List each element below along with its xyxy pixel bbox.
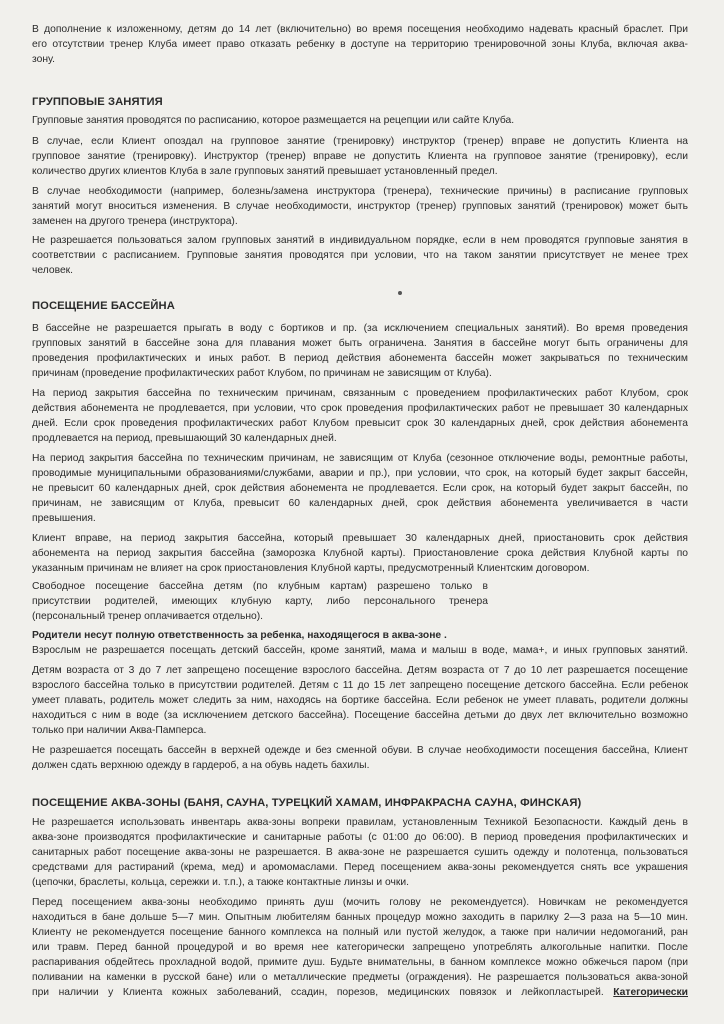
aqua-text-line: (цепочки, браслеты, кольца, сережки и. т.п.), а также контактные линзы и очки. bbox=[32, 877, 409, 888]
aqua-text-line: поливании на каменки в русской бане) или о металлические предметы (ограждения). Не разрешается пользоваться аква-зоной bbox=[32, 972, 688, 983]
group-text-line: соответствии с расписанием. Групповые занятия проводятся при условии, что на таком занятии присутствует не менее трех bbox=[32, 250, 688, 261]
group-text-line: занятий могут вноситься изменения. В случае необходимости, инструктор (тренер) групповых занятий (тренировок) может быть bbox=[32, 201, 688, 212]
pool-text-line: должен сдать верхнюю одежду в гардероб, а на обувь надеть бахилы. bbox=[32, 760, 370, 771]
pool-text-line: умеет плавать, родитель может следить за ним, находясь на бортике бассейна. Если ребенок не умеет плавать, родители должны bbox=[32, 695, 688, 706]
pool-text-line: дней. Если срок проведения профилактических работ Клубом превысит срок 30 календарных дней, срок действия абонемента bbox=[32, 418, 688, 429]
pool-text-line: Детям возраста от 3 до 7 лет запрещено посещение взрослого бассейна. Детям возраста от 7 до 10 лет разрешается посещение bbox=[32, 665, 688, 676]
group-text-line: человек. bbox=[32, 265, 74, 276]
aqua-zone-heading: ПОСЕЩЕНИЕ АКВА-ЗОНЫ (БАНЯ, САУНА, ТУРЕЦКИЙ ХАМАМ, ИНФРАКРАСНА САУНА, ФИНСКАЯ) bbox=[32, 797, 582, 809]
pool-text-line: Свободное посещение бассейна детям (по клубным картам) разрешено только в bbox=[32, 581, 488, 592]
parents-responsibility-line: Родители несут полную ответственность за ребенка, находящегося в аква-зоне . bbox=[32, 630, 447, 641]
pool-text-line: превышения. bbox=[32, 513, 96, 524]
aqua-text-line: санитарных работ посещение аква-зоны не разрешается. В аква-зоне не разрешается сушить одежду и полотенца, пользоваться bbox=[32, 847, 688, 858]
pool-text-line: только при наличии Аква-Памперса. bbox=[32, 725, 207, 736]
group-text-line: заменен на другого тренера (инструктора). bbox=[32, 216, 238, 227]
aqua-text-line: Перед посещением аква-зоны необходимо принять душ (мочить голову не рекомендуется). Новичкам не рекомендуется bbox=[32, 897, 688, 908]
aqua-text-line: Клиенту не рекомендуется посещение банного комплекса на полный или пустой желудок, а также при наличии недомоганий, ран bbox=[32, 927, 688, 938]
pool-text-line: Клиент вправе, на период закрытия бассейна, который превышает 30 календарных дней, приостановить срок действия bbox=[32, 533, 688, 544]
group-text-line: количество других клиентов Клуба в зале групповых занятий превышает установленный предел. bbox=[32, 166, 498, 177]
pool-text-line: На период закрытия бассейна по техническим причинам, не зависящим от Клуба (сезонное отключение воды, ремонтные работы, bbox=[32, 453, 688, 464]
group-text-line: В случае необходимости (например, болезнь/замена инструктора (тренера), технические причины) в расписание групповых bbox=[32, 186, 688, 197]
pool-text-line: На период закрытия бассейна по техническим причинам, связанным с проведением профилактических работ Клубом, срок bbox=[32, 388, 688, 399]
group-text-line: групповое занятие (тренировку). Инструктор (тренер) вправе не допустить Клиента на групповое занятие (тренировку), если bbox=[32, 151, 688, 162]
pool-text-line: Не разрешается посещать бассейн в верхней одежде и без сменной обуви. В случае необходимости посещения бассейна, Клиент bbox=[32, 745, 688, 756]
group-text-line: Не разрешается пользоваться залом групповых занятий в индивидуальном порядке, если в нем проводятся групповые занятия в bbox=[32, 235, 688, 246]
aqua-text-line: средствами для растираний (крема, мед) и аромомаслами. Перед посещением аква-зоны рекомендуется снять все украшения bbox=[32, 862, 688, 873]
pool-text-line: Взрослым не разрешается посещать детский бассейн, кроме занятий, мама и малыш в воде, мама+, и иных групповых занятий. bbox=[32, 645, 688, 656]
aqua-text-line bbox=[32, 987, 688, 999]
pool-text-line: (персональный тренер оплачивается отдельно). bbox=[32, 611, 264, 622]
pool-text-line: причинам, не зависящим от Клуба, превысит 60 календарных дней, срок действия абонемента увеличивается в части bbox=[32, 498, 688, 509]
aqua-text-line: Не разрешается использовать инвентарь аква-зоны вопреки правилам, установленным Техникой Безопасности. Каждый день в bbox=[32, 817, 688, 828]
group-text-line: Групповые занятия проводятся по расписанию, которое размещается на рецепции или сайте Клуба. bbox=[32, 115, 515, 126]
group-text-line: В случае, если Клиент опоздал на групповое занятие (тренировку) инструктор (тренер) вправе не допустить Клиента на bbox=[32, 136, 688, 147]
pool-text-line: причинам (проведение профилактических работ Клубом, по причинам не зависящим от Клуба). bbox=[32, 368, 492, 379]
categorically-bold-word: Категорически bbox=[613, 987, 688, 998]
pool-text-line: В бассейне не разрешается прыгать в воду с бортиков и пр. (за исключением специальных занятий). Во время проведения bbox=[32, 323, 688, 334]
pool-text-line: групповых занятий в бассейне зона для плавания может быть ограничена. Занятия в бассейне могут быть ограничены для bbox=[32, 338, 688, 349]
pool-text-line: продлевается на период, превышающий 30 календарных дней. bbox=[32, 433, 337, 444]
aqua-text-segment: при наличии у Клиента кожных заболеваний, ссадин, порезов, медицинских повязок и лейкопластырей. bbox=[32, 987, 604, 998]
group-classes-heading: ГРУППОВЫЕ ЗАНЯТИЯ bbox=[32, 96, 163, 108]
intro-line: зону. bbox=[32, 54, 55, 65]
aqua-text-line: распаривания обдейтесь прохладной водой, примите душ. Будьте внимательны, в банном комплексе можно обжечься паром (при bbox=[32, 957, 688, 968]
pool-text-line: присутствии родителей, имеющих клубную карту, либо персонального тренера bbox=[32, 596, 488, 607]
pool-text-line: абонемента на период закрытия бассейна (заморозка Клубной карты). Приостановление срока действия Клубной карты по bbox=[32, 548, 688, 559]
aqua-text-line: находиться в бане дольше 5—7 мин. Опытным любителям банных процедур можно заходить в парилку 2—3 раза на 5—10 мин. bbox=[32, 912, 688, 923]
pool-text-line: проводимые муниципальными образованиями/службами, аварии и пр.), при условии, что срок, на который будет закрыт бассейн, bbox=[32, 468, 688, 479]
intro-line: В дополнение к изложенному, детям до 14 лет (включительно) во время посещения необходимо надевать красный браслет. При bbox=[32, 24, 688, 35]
pool-text-line: указанным причинам не влияет на срок приостановления Клубной карты, предусмотренный Клиентским договором. bbox=[32, 563, 590, 574]
intro-line: его отсутствии тренер Клуба имеет право отказать ребенку в доступе на территорию тренировочной зоны Клуба, включая аква- bbox=[32, 39, 688, 50]
scan-speck bbox=[398, 291, 402, 295]
aqua-text-line: или травм. Перед банной процедурой и во время нее категорически запрещено употреблять алкогольные напитки. После bbox=[32, 942, 688, 953]
pool-text-line: взрослого бассейна только в присутствии родителей. Детям с 11 до 15 лет запрещено посещение детского бассейна. Если ребенок bbox=[32, 680, 688, 691]
pool-heading: ПОСЕЩЕНИЕ БАССЕЙНА bbox=[32, 300, 175, 312]
pool-text-line: находиться с ним в воде (за исключением детского бассейна). Посещение бассейна детьми до двух лет включительно возможно bbox=[32, 710, 688, 721]
aqua-text-line: аква-зоне производятся профилактические и санитарные работы (с 01:00 до 06:00). В период проведения профилактических и bbox=[32, 832, 688, 843]
pool-text-line: не превысит 60 календарных дней, срок действия абонемента не продлевается. Если срок, на который будет закрыт бассейн, по bbox=[32, 483, 688, 494]
pool-text-line: проведения профилактических и иных работ. В период действия абонемента бассейн может закрываться по техническим bbox=[32, 353, 688, 364]
pool-text-line: действия абонемента не продлевается, при условии, что срок проведения профилактических работ не превышает 30 календарных bbox=[32, 403, 688, 414]
